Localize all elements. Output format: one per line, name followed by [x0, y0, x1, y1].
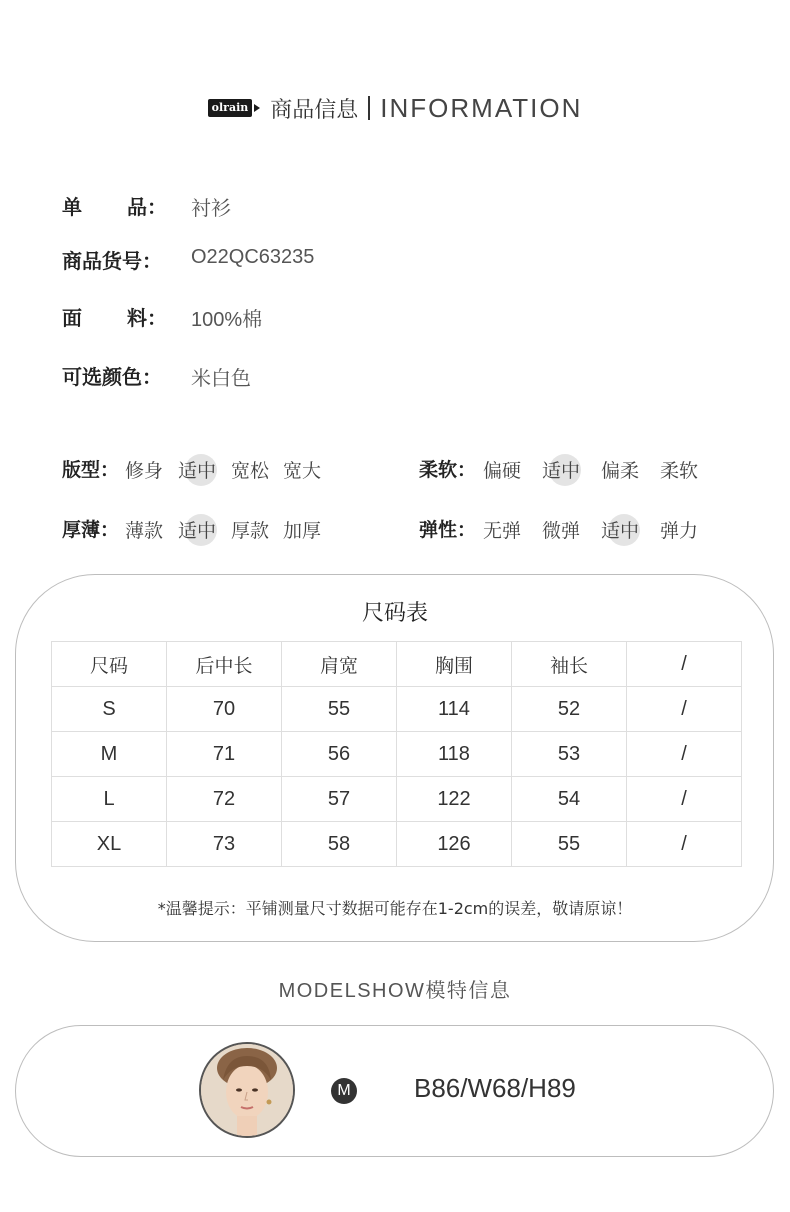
table-cell: 126: [397, 822, 512, 867]
table-header-cell: /: [627, 642, 742, 687]
info-label-part: 商品货号: [62, 249, 142, 273]
table-cell: /: [627, 777, 742, 822]
table-header-cell: 尺码: [52, 642, 167, 687]
attr-option-fit-selected: 适中: [178, 456, 216, 483]
attr-option-softness: 偏柔: [601, 460, 640, 482]
table-row: [52, 732, 742, 777]
model-section-title: MODELSHOW模特信息: [278, 980, 512, 1002]
table-cell: 73: [167, 822, 282, 867]
info-label-part: ：: [142, 249, 162, 273]
info-label-part: 可选颜色: [62, 365, 142, 389]
table-cell: M: [52, 732, 167, 777]
table-cell: 114: [397, 687, 512, 732]
attr-option-elasticity: 弹力: [660, 520, 699, 542]
attr-label-softness: 柔软：: [419, 459, 477, 481]
info-label-sku: [62, 245, 167, 274]
table-cell: 72: [167, 777, 282, 822]
attr-option-elasticity: 无弹: [483, 520, 522, 542]
info-label-part: 料：: [127, 306, 167, 330]
table-cell: L: [52, 777, 167, 822]
table-cell: XL: [52, 822, 167, 867]
table-row: [52, 822, 742, 867]
attr-option-elasticity-selected: 适中: [601, 516, 639, 543]
table-header-cell: 肩宽: [282, 642, 397, 687]
table-cell: /: [627, 822, 742, 867]
section-header: [0, 88, 790, 128]
size-table: [51, 641, 742, 867]
attr-option-fit: 修身: [125, 460, 164, 482]
info-value-item: 衬衫: [191, 198, 231, 220]
attr-option-fit: 宽松: [231, 460, 270, 482]
brand-logo-text: olrain: [208, 99, 253, 117]
table-header-cell: 后中长: [167, 642, 282, 687]
table-cell: 122: [397, 777, 512, 822]
info-value-sku: O22QC63235: [191, 246, 315, 268]
model-info-card: [15, 1025, 774, 1157]
table-header-row: [52, 642, 742, 687]
model-size-badge: M: [331, 1078, 357, 1104]
table-cell: 54: [512, 777, 627, 822]
brand-logo: [208, 98, 261, 118]
table-cell: 58: [282, 822, 397, 867]
info-value-color: 米白色: [191, 368, 251, 390]
attr-option-softness-selected: 适中: [542, 456, 580, 483]
model-measurements: B86/W68/H89: [414, 1073, 576, 1103]
header-title-en: INFORMATION: [380, 92, 583, 123]
attr-option-fit: 宽大: [283, 460, 322, 482]
table-cell: S: [52, 687, 167, 732]
attr-option-softness: 偏硬: [483, 460, 522, 482]
measurement-note: *温馨提示：平铺测量尺寸数据可能存在1-2cm的误差，敬请原谅！: [157, 899, 633, 918]
info-label-part: 品：: [127, 195, 167, 219]
info-label-part: 单: [62, 195, 82, 219]
attr-label-thickness: 厚薄：: [62, 519, 120, 541]
table-cell: /: [627, 732, 742, 777]
attr-option-thickness: 加厚: [283, 520, 322, 542]
table-header-cell: 袖长: [512, 642, 627, 687]
attr-option-thickness: 厚款: [231, 520, 270, 542]
table-cell: 52: [512, 687, 627, 732]
table-row: [52, 777, 742, 822]
table-cell: 118: [397, 732, 512, 777]
info-label-part: 面: [62, 306, 82, 330]
table-cell: 53: [512, 732, 627, 777]
header-title-cn: 商品信息: [270, 97, 359, 123]
table-cell: 55: [282, 687, 397, 732]
table-header-cell: 胸围: [397, 642, 512, 687]
header-divider: [368, 96, 370, 120]
attr-option-thickness-selected: 适中: [178, 516, 216, 543]
logo-arrow-icon: [254, 104, 260, 112]
attr-label-elasticity: 弹性：: [419, 519, 477, 541]
info-label-color: [62, 361, 167, 390]
attr-option-elasticity: 微弹: [542, 520, 581, 542]
attr-option-thickness: 薄款: [125, 520, 164, 542]
table-row: [52, 687, 742, 732]
info-label-item: [62, 191, 167, 220]
attr-option-softness: 柔软: [660, 460, 699, 482]
table-cell: /: [627, 687, 742, 732]
table-cell: 56: [282, 732, 397, 777]
info-label-part: ：: [142, 365, 162, 389]
attr-label-fit: 版型：: [62, 459, 120, 481]
table-cell: 57: [282, 777, 397, 822]
table-cell: 70: [167, 687, 282, 732]
info-value-fabric: 100%棉: [191, 309, 263, 331]
size-chart-title: 尺码表: [361, 601, 428, 626]
model-portrait-icon: [201, 1044, 293, 1136]
info-label-fabric: [62, 302, 167, 331]
table-cell: 55: [512, 822, 627, 867]
table-cell: 71: [167, 732, 282, 777]
model-avatar: [199, 1042, 295, 1138]
